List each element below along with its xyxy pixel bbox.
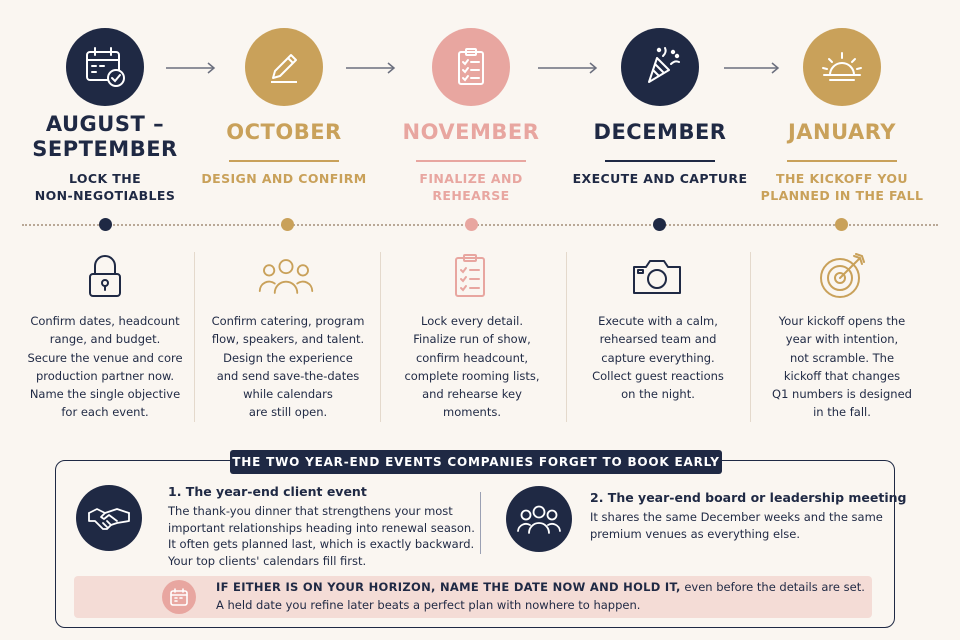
stage-december — [570, 0, 750, 215]
column-divider — [566, 252, 567, 422]
stage-subtitle: LOCK THE NON-NEGOTIABLES — [34, 171, 176, 203]
timeline-dot — [281, 218, 294, 231]
callout-item-title-1: 1. The year-end client event — [168, 484, 367, 499]
stage-circle — [803, 28, 881, 106]
stage-month: NOVEMBER — [402, 120, 540, 144]
note-rest: even before the details are set. — [680, 580, 865, 594]
stage-subtitle: FINALIZE AND REHEARSE — [419, 171, 523, 203]
calendar-icon — [162, 580, 196, 614]
note-line-2: A held date you refine later beats a perfect plan with nowhere to happen. — [216, 598, 641, 612]
stage-november — [381, 0, 561, 215]
checklist-icon — [440, 246, 500, 306]
padlock-icon — [75, 246, 135, 306]
stage-month: JANUARY — [787, 120, 897, 144]
stage-month: DECEMBER — [593, 120, 727, 144]
timeline-dot — [465, 218, 478, 231]
party-popper-icon — [637, 44, 683, 90]
timeline-dot — [653, 218, 666, 231]
stage-october — [194, 0, 374, 215]
people-icon — [506, 486, 572, 552]
column-divider — [750, 252, 751, 422]
stage-august-september — [15, 0, 195, 215]
callout-item-body-1: The thank-you dinner that strengthens your most important relationships heading into renewal season. It often gets planned last, which is exactly backward. Your top clients' calendars fill first. — [168, 504, 475, 568]
callout-item-title-2: 2. The year-end board or leadership meeting — [590, 490, 907, 505]
stage-month: OCTOBER — [226, 120, 342, 144]
group-icon — [256, 246, 316, 306]
timeline-dot — [835, 218, 848, 231]
sunrise-icon — [818, 47, 866, 87]
note-line-1 — [216, 580, 865, 594]
callout-title: THE TWO YEAR-END EVENTS COMPANIES FORGET TO BOOK EARLY — [230, 450, 722, 474]
stage-rule — [787, 160, 897, 162]
stage-rule — [605, 160, 715, 162]
column-divider — [380, 252, 381, 422]
callout-divider — [480, 492, 481, 554]
stage-subtitle: THE KICKOFF YOU PLANNED IN THE FALL — [760, 171, 924, 203]
timeline-line — [22, 224, 938, 226]
handshake-icon — [76, 485, 142, 551]
stage-circle — [66, 28, 144, 106]
column-text-2: Confirm catering, program flow, speakers, and talent. Design the experience and send save-the-dates while calendars are still open. — [211, 314, 365, 420]
note-emphasis: IF EITHER IS ON YOUR HORIZON, NAME THE DATE NOW AND HOLD IT, — [216, 580, 681, 594]
stage-rule — [229, 160, 339, 162]
camera-icon — [627, 246, 687, 306]
timeline-dot — [99, 218, 112, 231]
target-icon — [812, 246, 872, 306]
stage-rule — [416, 160, 526, 162]
stage-january — [752, 0, 932, 215]
stage-circle — [432, 28, 510, 106]
pencil-icon — [263, 46, 305, 88]
column-text-4: Execute with a calm, rehearsed team and capture everything. Collect guest reactions on the night. — [592, 314, 724, 402]
stage-subtitle: EXECUTE AND CAPTURE — [572, 171, 748, 186]
calendar-check-icon — [82, 44, 128, 90]
clipboard-icon — [451, 45, 491, 89]
stage-circle — [621, 28, 699, 106]
column-divider — [194, 252, 195, 422]
column-text-3: Lock every detail. Finalize run of show, confirm headcount, complete rooming lists, and rehearse key moments. — [404, 314, 540, 420]
stage-subtitle: DESIGN AND CONFIRM — [201, 171, 367, 186]
column-text-5: Your kickoff opens the year with intention, not scramble. The kickoff that changes Q1 numbers is designed in the fall. — [772, 314, 912, 420]
callout-item-body-2: It shares the same December weeks and the same premium venues as everything else. — [590, 510, 883, 541]
column-text-1: Confirm dates, headcount range, and budget. Secure the venue and core production partner now. Name the single objective for each event. — [27, 314, 183, 420]
stage-circle — [245, 28, 323, 106]
stage-month: AUGUST – SEPTEMBER — [32, 112, 178, 161]
